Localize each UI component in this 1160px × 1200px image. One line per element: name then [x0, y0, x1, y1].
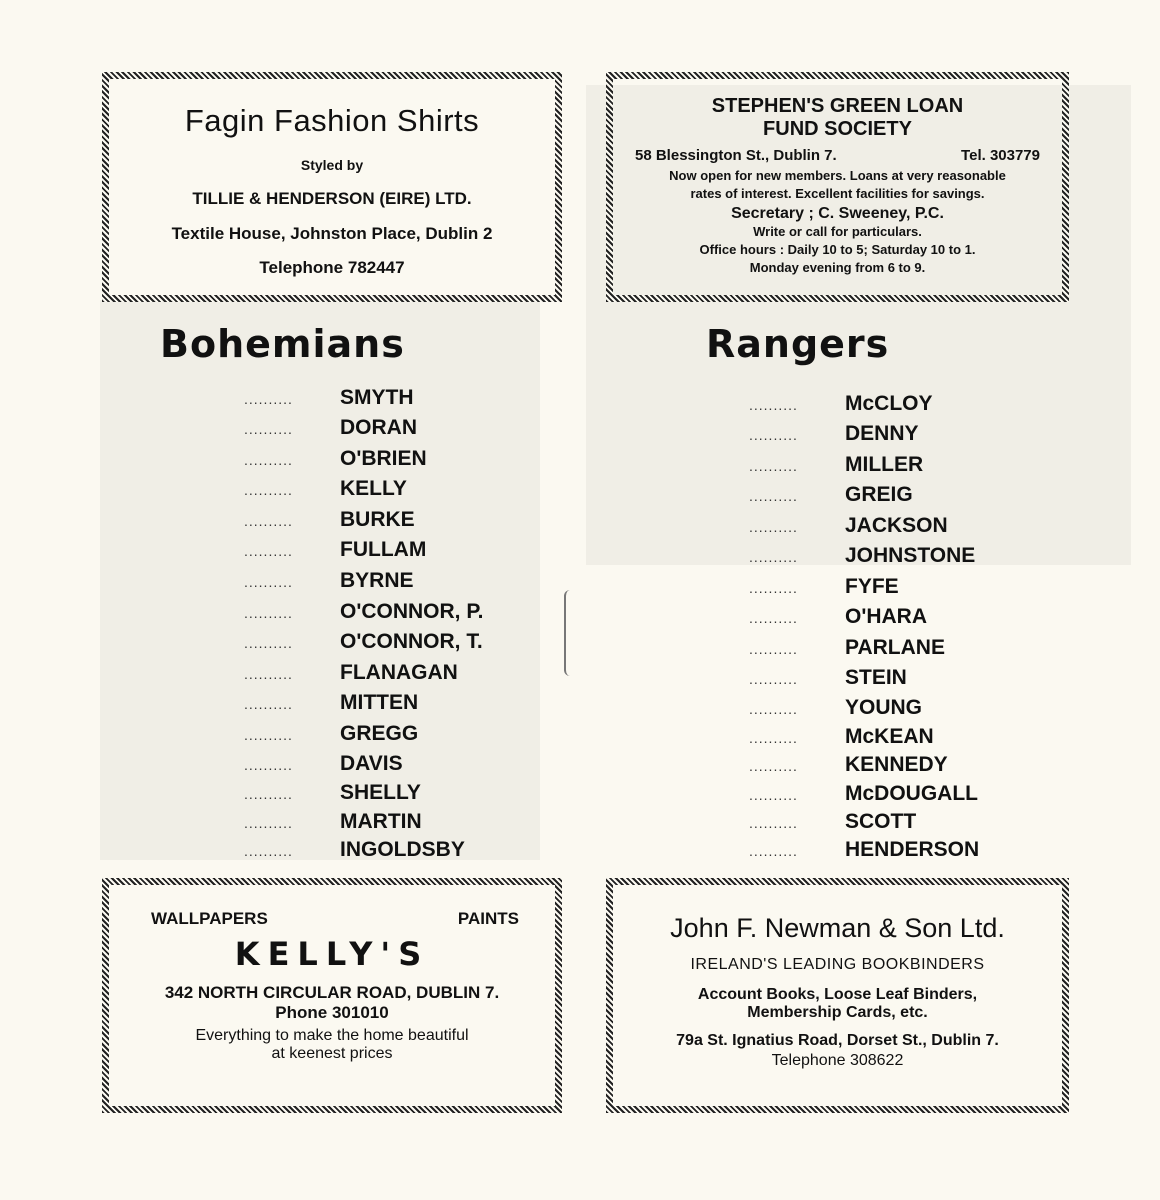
- home-player: .......... O'CONNOR, P.: [244, 600, 484, 623]
- away-player: .......... DENNY: [749, 422, 919, 445]
- kellys-tagline-2: at keenest prices: [271, 1045, 393, 1062]
- away-player: .......... PARLANE: [749, 636, 945, 659]
- away-player: .......... JOHNSTONE: [749, 544, 976, 567]
- fagin-address: Textile House, Johnston Place, Dublin 2: [171, 224, 493, 243]
- away-player: .......... YOUNG: [749, 696, 923, 719]
- home-player: .......... FULLAM: [244, 538, 427, 561]
- ad-fagin-fashion-shirts: [102, 72, 562, 302]
- newman-telephone: Telephone 308622: [771, 1052, 904, 1069]
- away-player: .......... FYFE: [749, 575, 899, 598]
- loan-secretary: Secretary ; C. Sweeney, P.C.: [731, 205, 944, 222]
- away-player: .......... SCOTT: [749, 810, 917, 833]
- home-player: .......... GREGG: [244, 722, 419, 745]
- loan-address-line: [613, 147, 1062, 164]
- away-player: .......... GREIG: [749, 483, 913, 506]
- team-name-rangers: Rangers: [706, 322, 890, 366]
- kellys-paints: PAINTS: [457, 909, 519, 928]
- newman-address: 79a St. Ignatius Road, Dorset St., Dublin 7.: [676, 1032, 999, 1049]
- away-player: .......... KENNEDY: [749, 753, 948, 776]
- away-player: .......... HENDERSON: [749, 838, 980, 861]
- home-player: .......... DORAN: [244, 416, 417, 439]
- ad-stephens-green-loan: [606, 72, 1069, 302]
- loan-hours2: Monday evening from 6 to 9.: [749, 260, 926, 275]
- newman-line1: Account Books, Loose Leaf Binders,: [697, 986, 978, 1003]
- kellys-name: KELLY'S: [234, 935, 430, 973]
- home-player: .......... SMYTH: [244, 386, 414, 409]
- loan-hours1: Office hours : Daily 10 to 5; Saturday 10 to 1.: [699, 242, 976, 257]
- home-player: .......... SHELLY: [244, 781, 421, 804]
- ad-kellys: [102, 878, 562, 1113]
- staple: [564, 590, 578, 676]
- team-name-bohemians: Bohemians: [160, 322, 405, 366]
- kellys-top-line: [109, 909, 555, 929]
- home-player: .......... BURKE: [244, 508, 415, 531]
- newman-title: John F. Newman & Son Ltd.: [670, 913, 1005, 943]
- home-player: .......... DAVIS: [244, 752, 403, 775]
- home-player: .......... O'CONNOR, T.: [244, 630, 483, 653]
- home-player: .......... MITTEN: [244, 691, 419, 714]
- home-player: .......... BYRNE: [244, 569, 414, 592]
- loan-write: Write or call for particulars.: [753, 224, 922, 239]
- fagin-title: Fagin Fashion Shirts: [184, 103, 480, 138]
- kellys-address: 342 NORTH CIRCULAR ROAD, DUBLIN 7.: [164, 983, 500, 1002]
- ad-john-f-newman: [606, 878, 1069, 1113]
- kellys-tagline-1: Everything to make the home beautiful: [195, 1027, 469, 1044]
- home-player: .......... FLANAGAN: [244, 661, 458, 684]
- fagin-telephone: Telephone 782447: [259, 258, 405, 277]
- home-player: .......... KELLY: [244, 477, 407, 500]
- home-player: .......... INGOLDSBY: [244, 838, 465, 861]
- newman-line2: Membership Cards, etc.: [747, 1004, 928, 1021]
- kellys-phone: Phone 301010: [275, 1003, 389, 1022]
- loan-info-line1: Now open for new members. Loans at very reasonable: [669, 168, 1006, 183]
- home-player: .......... MARTIN: [244, 810, 422, 833]
- kellys-wallpapers: WALLPAPERS: [151, 909, 268, 928]
- newman-subtitle: IRELAND'S LEADING BOOKBINDERS: [690, 956, 985, 973]
- away-player: .......... O'HARA: [749, 605, 927, 628]
- loan-title-line1: STEPHEN'S GREEN LOAN: [711, 95, 964, 117]
- loan-telephone: Tel. 303779: [961, 147, 1040, 164]
- loan-title-line2: FUND SOCIETY: [763, 118, 912, 140]
- away-player: .......... JACKSON: [749, 514, 948, 537]
- fagin-company: TILLIE & HENDERSON (EIRE) LTD.: [192, 189, 472, 208]
- away-player: .......... STEIN: [749, 666, 907, 689]
- loan-address: 58 Blessington St., Dublin 7.: [635, 147, 837, 164]
- loan-info-line2: rates of interest. Excellent facilities for savings.: [690, 186, 985, 201]
- fagin-styled-by: Styled by: [300, 157, 364, 173]
- home-player: .......... O'BRIEN: [244, 447, 427, 470]
- away-player: .......... McCLOY: [749, 392, 933, 415]
- away-player: .......... McKEAN: [749, 725, 934, 748]
- away-player: .......... MILLER: [749, 453, 924, 476]
- away-player: .......... McDOUGALL: [749, 782, 978, 805]
